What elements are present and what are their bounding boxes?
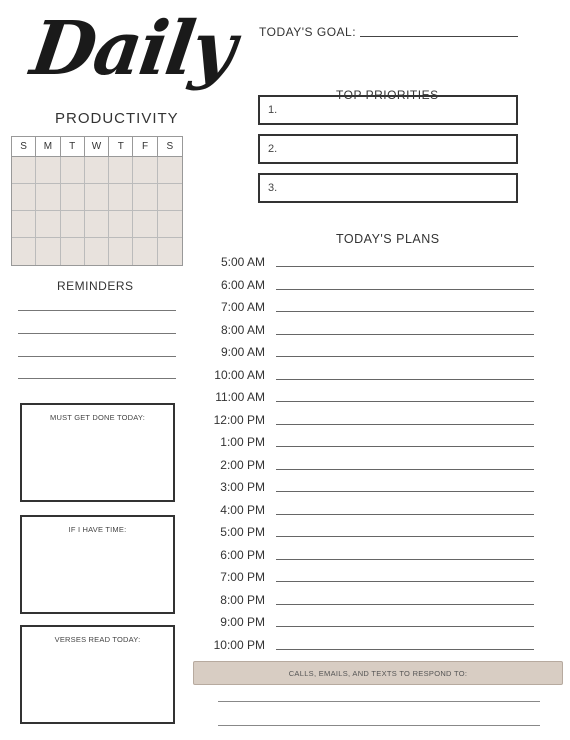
goal-label: TODAY'S GOAL: [259,25,357,39]
time-entry-line[interactable] [276,581,534,582]
logo-script-title: Daily [25,6,240,92]
calendar-cell[interactable] [12,157,36,184]
verses-read-label: VERSES READ TODAY: [54,635,141,644]
calendar-cell[interactable] [158,157,182,184]
time-label: 5:00 PM [220,525,265,539]
calendar-cell[interactable] [36,211,60,238]
calendar-day-header: W [85,137,109,157]
calendar-cell[interactable] [61,238,85,265]
calendar-cell[interactable] [61,157,85,184]
calendar-day-header: S [158,137,182,157]
plans-title: TODAY'S PLANS [336,232,440,246]
calendar-cell[interactable] [36,238,60,265]
goal-line[interactable] [360,36,518,37]
time-label: 11:00 AM [215,390,265,404]
time-label: 6:00 AM [220,277,265,292]
time-label: 6:00 PM [220,547,265,562]
calendar-cell[interactable] [109,211,133,238]
calendar-cell[interactable] [12,184,36,211]
priority-box-3[interactable] [258,173,518,203]
time-entry-line[interactable] [276,469,534,470]
calendar-cell[interactable] [61,184,85,211]
priority-number-1: 1. [268,104,278,116]
time-entry-line[interactable] [276,401,534,402]
calendar-cell[interactable] [85,238,109,265]
time-label: 8:00 PM [220,592,265,607]
time-entry-line[interactable] [276,289,534,290]
time-label: 5:00 AM [220,255,265,269]
if-i-have-time-box[interactable] [20,515,175,614]
time-entry-line[interactable] [276,536,534,537]
time-entry-line[interactable] [276,356,534,357]
reminder-line[interactable] [18,310,176,311]
time-entry-line[interactable] [276,379,534,380]
calls-line[interactable] [218,725,540,726]
calendar-cell[interactable] [85,157,109,184]
time-label: 7:00 PM [220,570,265,584]
must-get-done-box[interactable] [20,403,175,502]
time-entry-line[interactable] [276,514,534,515]
priority-number-3: 3. [268,182,278,194]
verses-read-box[interactable] [20,625,175,724]
time-label: 1:00 PM [220,435,265,449]
priority-box-2[interactable] [258,134,518,164]
if-i-have-time-label: IF I HAVE TIME: [68,525,127,534]
calendar-day-header: T [109,137,133,157]
time-label: 10:00 AM [214,367,265,382]
calls-line[interactable] [218,701,540,702]
time-entry-line[interactable] [276,559,534,560]
calendar-cell[interactable] [158,184,182,211]
time-entry-line[interactable] [276,626,534,627]
calendar-cell[interactable] [109,184,133,211]
time-label: 2:00 PM [220,457,265,472]
calendar-cell[interactable] [36,184,60,211]
reminders-title: REMINDERS [57,279,134,293]
calendar-cell[interactable] [133,157,157,184]
time-label: 3:00 PM [220,480,265,494]
calendar-cell[interactable] [133,184,157,211]
calls-emails-texts-header: CALLS, EMAILS, AND TEXTS TO RESPOND TO: [193,661,563,685]
calendar-day-header: F [133,137,157,157]
logo-subtitle: PRODUCTIVITY [55,110,179,127]
time-label: 9:00 PM [220,615,265,629]
time-entry-line[interactable] [276,266,534,267]
calendar-cell[interactable] [12,238,36,265]
calendar-day-header: S [12,137,36,157]
time-entry-line[interactable] [276,604,534,605]
time-label: 4:00 PM [220,502,265,517]
calendar-cell[interactable] [133,238,157,265]
time-entry-line[interactable] [276,491,534,492]
calendar-cell[interactable] [85,184,109,211]
time-label: 10:00 PM [213,637,265,652]
calendar-cell[interactable] [61,211,85,238]
calendar-cell[interactable] [12,211,36,238]
priority-number-2: 2. [268,143,278,155]
calendar-cell[interactable] [36,157,60,184]
time-label: 7:00 AM [220,300,265,314]
time-label: 12:00 PM [213,412,265,427]
time-label: 9:00 AM [220,345,265,359]
priorities-title: TOP PRIORITIES [330,88,445,102]
time-label: 8:00 AM [220,322,265,337]
calendar-cell[interactable] [158,211,182,238]
reminder-line[interactable] [18,356,176,357]
time-entry-line[interactable] [276,446,534,447]
week-calendar [11,136,183,266]
calendar-cell[interactable] [133,211,157,238]
calendar-cell[interactable] [109,238,133,265]
reminder-line[interactable] [18,333,176,334]
priority-box-1[interactable] [258,95,518,125]
time-entry-line[interactable] [276,311,534,312]
calendar-cell[interactable] [158,238,182,265]
must-get-done-label: MUST GET DONE TODAY: [50,413,145,422]
time-entry-line[interactable] [276,334,534,335]
calendar-cell[interactable] [109,157,133,184]
calendar-cell[interactable] [85,211,109,238]
calendar-day-header: M [36,137,60,157]
time-entry-line[interactable] [276,649,534,650]
calendar-day-header: T [61,137,85,157]
time-entry-line[interactable] [276,424,534,425]
reminder-line[interactable] [18,378,176,379]
